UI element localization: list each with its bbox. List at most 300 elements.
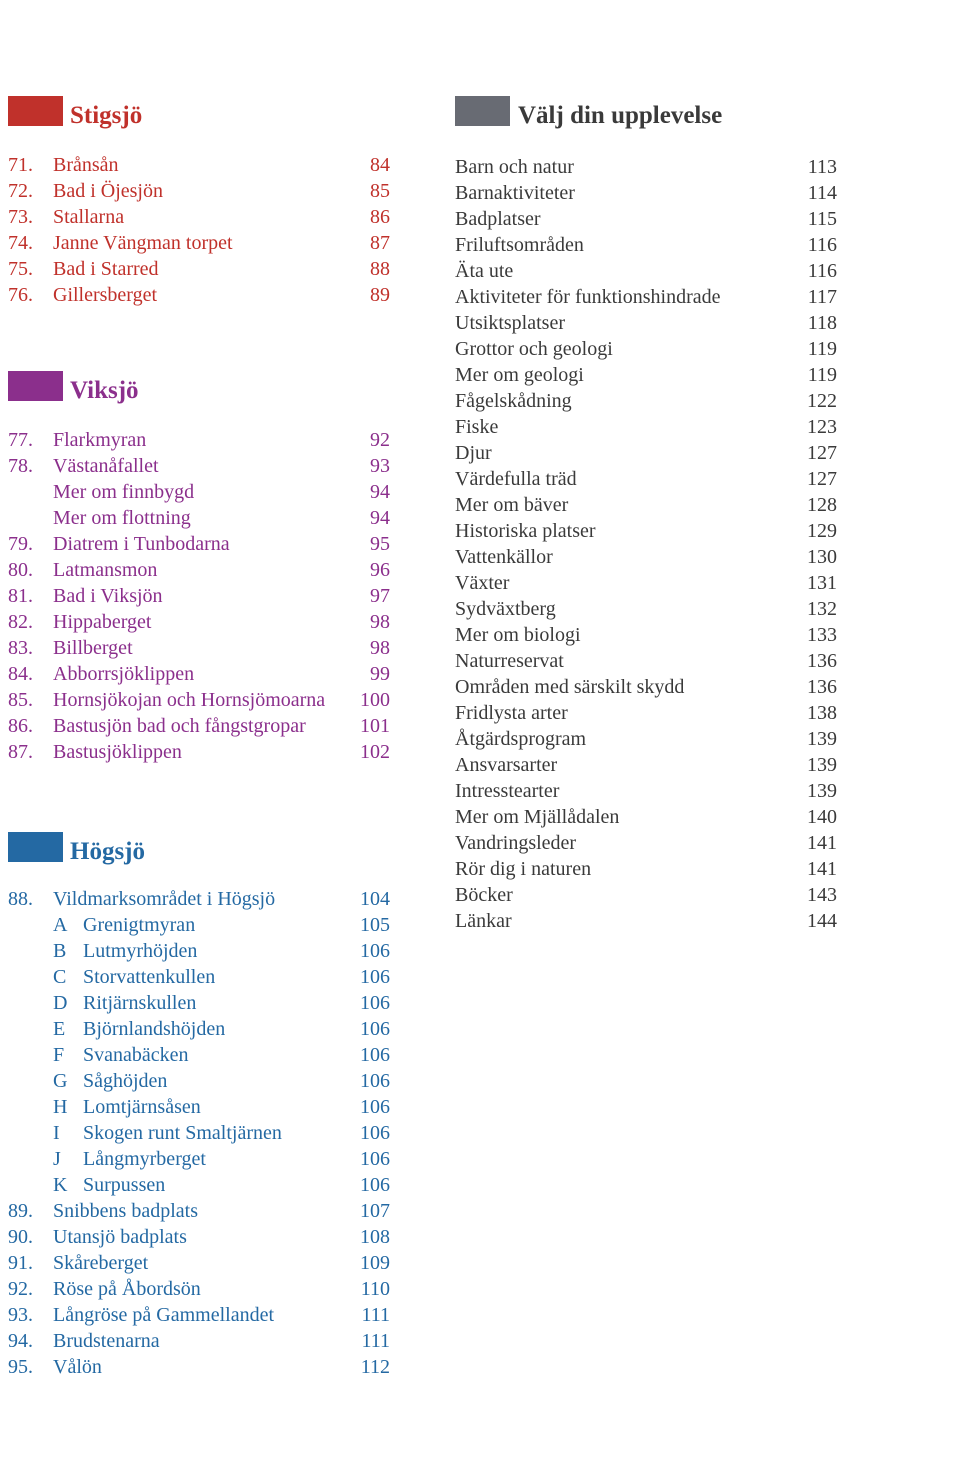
color-swatch	[455, 96, 510, 126]
entry-label	[53, 1302, 274, 1328]
entry-text: Surpussen	[83, 1174, 166, 1196]
entry-label	[53, 479, 194, 505]
entry-number: 89.	[8, 1200, 33, 1222]
entry-page-number: 118	[807, 312, 837, 334]
entry-label	[53, 635, 133, 661]
entry-page-number: 110	[360, 1278, 390, 1300]
entry-text: Bastusjön bad och fångstgropar	[53, 715, 306, 737]
entry-label	[53, 739, 182, 765]
entry-text: Svanabäcken	[83, 1044, 189, 1066]
toc-entry	[8, 256, 390, 282]
entry-page-number: 106	[360, 1070, 390, 1092]
toc-entry	[455, 336, 837, 362]
toc-entry	[8, 1250, 390, 1276]
entry-number: 88.	[8, 888, 33, 910]
entry-page-number: 112	[360, 1356, 390, 1378]
entry-text: Grenigtmyran	[83, 914, 196, 936]
entry-page-number: 108	[360, 1226, 390, 1248]
entry-text: Stallarna	[53, 206, 125, 228]
section-hogsjo	[8, 832, 390, 1386]
entry-page-number: 130	[807, 546, 837, 568]
entry-number: 79.	[8, 533, 33, 555]
toc-entry	[455, 778, 837, 804]
toc-entry	[455, 362, 837, 388]
toc-entry	[8, 1172, 390, 1198]
entry-label	[53, 661, 194, 687]
entry-text: Värdefulla träd	[455, 468, 577, 490]
entry-number: 95.	[8, 1356, 33, 1378]
entry-label	[53, 427, 146, 453]
entry-page-number: 139	[807, 754, 837, 776]
entry-text: Intresstearter	[455, 780, 560, 802]
toc-entry	[455, 206, 837, 232]
toc-entry	[8, 1276, 390, 1302]
entry-label	[53, 256, 159, 282]
entry-page-number: 95	[370, 533, 390, 555]
entry-label	[455, 258, 513, 284]
toc-entry	[455, 492, 837, 518]
entry-list	[455, 154, 837, 934]
toc-entry	[455, 700, 837, 726]
entry-page-number: 96	[370, 559, 390, 581]
entry-label	[53, 1198, 198, 1224]
entry-label	[455, 518, 596, 544]
entry-text: Flarkmyran	[53, 429, 147, 451]
entry-text: Röse på Åbordsön	[53, 1278, 201, 1300]
entry-text: Historiska platser	[455, 520, 596, 542]
entry-text: Fridlysta arter	[455, 702, 568, 724]
entry-text: Naturreservat	[455, 650, 564, 672]
toc-entry	[455, 882, 837, 908]
section-title: Stigsjö	[70, 102, 143, 129]
entry-text: Lutmyrhöjden	[83, 940, 198, 962]
entry-label	[53, 1094, 201, 1120]
entry-number: 86.	[8, 715, 33, 737]
entry-text: Mer om finnbygd	[53, 481, 195, 503]
entry-label	[53, 886, 275, 912]
entry-label	[53, 505, 191, 531]
entry-label	[455, 154, 574, 180]
entry-page-number: 106	[360, 1174, 390, 1196]
toc-entry	[8, 964, 390, 990]
entry-label	[53, 583, 163, 609]
toc-entry	[8, 739, 390, 765]
entry-letter: A	[53, 914, 68, 936]
section-valj-din-upplevelse	[455, 96, 837, 936]
entry-label	[53, 1146, 206, 1172]
toc-entry	[455, 258, 837, 284]
entry-page-number: 119	[807, 364, 837, 386]
toc-entry	[8, 1302, 390, 1328]
entry-page-number: 105	[360, 914, 390, 936]
entry-number: 91.	[8, 1252, 33, 1274]
entry-label	[53, 204, 124, 230]
entry-label	[53, 1016, 225, 1042]
entry-page-number: 136	[807, 676, 837, 698]
entry-label	[455, 778, 559, 804]
entry-page-number: 138	[807, 702, 837, 724]
entry-label	[455, 336, 613, 362]
toc-entry	[455, 180, 837, 206]
entry-page-number: 133	[807, 624, 837, 646]
entry-number: 93.	[8, 1304, 33, 1326]
entry-number: 71.	[8, 154, 33, 176]
entry-page-number: 119	[807, 338, 837, 360]
entry-label	[455, 466, 577, 492]
entry-number: 77.	[8, 429, 33, 451]
entry-label	[455, 726, 586, 752]
entry-page-number: 132	[807, 598, 837, 620]
entry-page-number: 106	[360, 1018, 390, 1040]
entry-label	[53, 609, 152, 635]
toc-entry	[455, 648, 837, 674]
entry-text: Hornsjökojan och Hornsjömoarna	[53, 689, 326, 711]
entry-label	[53, 1250, 148, 1276]
color-swatch	[8, 832, 63, 862]
section-stigsjo	[8, 96, 390, 312]
entry-letter: F	[53, 1044, 65, 1066]
entry-label	[53, 152, 119, 178]
entry-text: Mer om geologi	[455, 364, 584, 386]
entry-page-number: 109	[360, 1252, 390, 1274]
toc-entry	[455, 622, 837, 648]
entry-letter: B	[53, 940, 67, 962]
entry-label	[53, 1172, 165, 1198]
toc-entry	[8, 912, 390, 938]
toc-entry	[455, 726, 837, 752]
entry-page-number: 100	[360, 689, 390, 711]
entry-page-number: 94	[370, 481, 390, 503]
toc-entry	[8, 479, 390, 505]
entry-number: 74.	[8, 232, 33, 254]
entry-text: Hippaberget	[53, 611, 152, 633]
entry-page-number: 116	[807, 260, 837, 282]
entry-page-number: 123	[807, 416, 837, 438]
section-title: Viksjö	[70, 377, 139, 404]
entry-label	[53, 990, 196, 1016]
entry-text: Storvattenkullen	[83, 966, 216, 988]
entry-number: 85.	[8, 689, 33, 711]
entry-label	[455, 492, 568, 518]
toc-entry	[8, 1120, 390, 1146]
entry-label	[455, 414, 498, 440]
color-swatch	[8, 371, 63, 401]
entry-text: Ritjärnskullen	[83, 992, 197, 1014]
entry-text: Lomtjärnsåsen	[83, 1096, 201, 1118]
toc-entry	[455, 674, 837, 700]
entry-page-number: 131	[807, 572, 837, 594]
entry-page-number: 106	[360, 1044, 390, 1066]
entry-label	[53, 713, 306, 739]
toc-entry	[8, 204, 390, 230]
entry-label	[455, 700, 568, 726]
entry-label	[455, 830, 576, 856]
entry-label	[53, 964, 215, 990]
entry-page-number: 97	[370, 585, 390, 607]
entry-text: Vattenkällor	[455, 546, 553, 568]
entry-page-number: 116	[807, 234, 837, 256]
entry-label	[53, 1042, 189, 1068]
entry-text: Äta ute	[455, 260, 514, 282]
entry-number: 81.	[8, 585, 33, 607]
entry-label	[455, 856, 591, 882]
entry-text: Barnaktiviteter	[455, 182, 575, 204]
section-title: Välj din upplevelse	[518, 102, 723, 129]
entry-label	[53, 557, 157, 583]
toc-entry	[8, 505, 390, 531]
entry-text: Områden med särskilt skydd	[455, 676, 685, 698]
entry-label	[53, 1068, 167, 1094]
entry-text: Rör dig i naturen	[455, 858, 592, 880]
toc-entry	[455, 154, 837, 180]
entry-text: Friluftsområden	[455, 234, 584, 256]
entry-label	[53, 453, 159, 479]
entry-page-number: 104	[360, 888, 390, 910]
entry-text: Vandringsleder	[455, 832, 577, 854]
section-header	[8, 371, 390, 431]
entry-label	[53, 1120, 282, 1146]
entry-label	[455, 674, 684, 700]
entry-page-number: 94	[370, 507, 390, 529]
entry-label	[455, 284, 721, 310]
entry-page-number: 106	[360, 966, 390, 988]
entry-text: Bad i Öjesjön	[53, 180, 163, 202]
entry-label	[455, 362, 584, 388]
section-title: Högsjö	[70, 838, 145, 865]
entry-label	[53, 1224, 187, 1250]
entry-label	[53, 1328, 160, 1354]
entry-page-number: 106	[360, 940, 390, 962]
entry-number: 78.	[8, 455, 33, 477]
entry-number: 76.	[8, 284, 33, 306]
entry-page-number: 127	[807, 468, 837, 490]
entry-text: Bastusjöklippen	[53, 741, 182, 763]
section-header	[8, 832, 390, 892]
entry-label	[53, 687, 325, 713]
toc-entry	[8, 1354, 390, 1380]
color-swatch	[8, 96, 63, 126]
entry-page-number: 106	[360, 1148, 390, 1170]
entry-label	[53, 1276, 201, 1302]
entry-text: Växter	[455, 572, 510, 594]
entry-page-number: 136	[807, 650, 837, 672]
entry-text: Latmansmon	[53, 559, 158, 581]
entry-text: Utsiktsplatser	[455, 312, 565, 334]
entry-text: Björnlandshöjden	[83, 1018, 226, 1040]
section-header	[8, 96, 390, 156]
entry-text: Långmyrberget	[83, 1148, 206, 1170]
entry-page-number: 88	[370, 258, 390, 280]
entry-page-number: 89	[370, 284, 390, 306]
toc-entry	[8, 230, 390, 256]
toc-entry	[8, 1146, 390, 1172]
entry-letter: E	[53, 1018, 66, 1040]
toc-entry	[455, 596, 837, 622]
toc-entry	[8, 1198, 390, 1224]
entry-letter: G	[53, 1070, 68, 1092]
entry-label	[53, 1354, 102, 1380]
entry-label	[455, 180, 575, 206]
toc-entry	[455, 804, 837, 830]
entry-text: Billberget	[53, 637, 133, 659]
entry-page-number: 106	[360, 1096, 390, 1118]
entry-label	[455, 206, 541, 232]
entry-page-number: 139	[807, 780, 837, 802]
entry-label	[455, 882, 513, 908]
toc-entry	[455, 830, 837, 856]
toc-entry	[8, 1042, 390, 1068]
entry-page-number: 128	[807, 494, 837, 516]
entry-text: Diatrem i Tunbodarna	[53, 533, 230, 555]
entry-label	[53, 531, 230, 557]
entry-text: Mer om bäver	[455, 494, 569, 516]
entry-letter: C	[53, 966, 67, 988]
entry-label	[455, 310, 565, 336]
entry-page-number: 122	[807, 390, 837, 412]
toc-entry	[8, 178, 390, 204]
entry-text: Vålön	[53, 1356, 102, 1378]
entry-number: 94.	[8, 1330, 33, 1352]
entry-page-number: 113	[807, 156, 837, 178]
entry-number: 82.	[8, 611, 33, 633]
toc-entry	[455, 570, 837, 596]
entry-label	[53, 938, 197, 964]
toc-entry	[8, 1094, 390, 1120]
toc-entry	[8, 152, 390, 178]
toc-entry	[8, 583, 390, 609]
entry-page-number: 84	[370, 154, 390, 176]
entry-letter: D	[53, 992, 68, 1014]
entry-text: Såghöjden	[83, 1070, 168, 1092]
entry-list	[8, 427, 390, 765]
entry-label	[455, 622, 581, 648]
entry-label	[455, 908, 512, 934]
entry-list	[8, 886, 390, 1380]
entry-page-number: 106	[360, 992, 390, 1014]
entry-text: Västanåfallet	[53, 455, 159, 477]
toc-entry	[8, 427, 390, 453]
entry-text: Mer om flottning	[53, 507, 191, 529]
toc-entry	[8, 713, 390, 739]
entry-text: Fågelskådning	[455, 390, 572, 412]
toc-entry	[455, 544, 837, 570]
toc-entry	[8, 531, 390, 557]
entry-page-number: 98	[370, 637, 390, 659]
entry-page-number: 85	[370, 180, 390, 202]
entry-text: Aktiviteter för funktionshindrade	[455, 286, 721, 308]
toc-entry	[455, 466, 837, 492]
entry-page-number: 140	[807, 806, 837, 828]
entry-text: Bad i Viksjön	[53, 585, 163, 607]
entry-text: Sydväxtberg	[455, 598, 556, 620]
entry-text: Badplatser	[455, 208, 541, 230]
entry-list	[8, 152, 390, 308]
entry-page-number: 111	[361, 1304, 390, 1326]
entry-text: Långröse på Gammellandet	[53, 1304, 275, 1326]
entry-text: Grottor och geologi	[455, 338, 613, 360]
entry-number: 92.	[8, 1278, 33, 1300]
entry-text: Utansjö badplats	[53, 1226, 187, 1248]
toc-entry	[455, 310, 837, 336]
entry-label	[455, 440, 492, 466]
toc-entry	[455, 752, 837, 778]
entry-letter: H	[53, 1096, 68, 1118]
toc-entry	[8, 453, 390, 479]
entry-text: Fiske	[455, 416, 499, 438]
toc-entry	[8, 990, 390, 1016]
entry-page-number: 129	[807, 520, 837, 542]
entry-number: 90.	[8, 1226, 33, 1248]
toc-entry	[8, 609, 390, 635]
entry-text: Ansvarsarter	[455, 754, 558, 776]
entry-number: 83.	[8, 637, 33, 659]
entry-number: 87.	[8, 741, 33, 763]
entry-text: Djur	[455, 442, 492, 464]
toc-entry	[8, 282, 390, 308]
entry-label	[53, 178, 163, 204]
toc-entry	[8, 938, 390, 964]
toc-entry	[8, 635, 390, 661]
entry-label	[455, 232, 584, 258]
toc-entry	[8, 1328, 390, 1354]
entry-page-number: 87	[370, 232, 390, 254]
entry-page-number: 141	[807, 858, 837, 880]
entry-label	[455, 804, 619, 830]
entry-text: Abborrsjöklippen	[53, 663, 195, 685]
entry-text: Gillersberget	[53, 284, 158, 306]
entry-text: Skogen runt Smaltjärnen	[83, 1122, 282, 1144]
entry-text: Åtgärdsprogram	[455, 728, 587, 750]
toc-entry	[455, 908, 837, 934]
toc-entry	[8, 1224, 390, 1250]
entry-page-number: 117	[807, 286, 837, 308]
entry-page-number: 86	[370, 206, 390, 228]
entry-text: Skåreberget	[53, 1252, 149, 1274]
entry-page-number: 107	[360, 1200, 390, 1222]
toc-entry	[8, 886, 390, 912]
toc-entry	[455, 856, 837, 882]
entry-page-number: 111	[361, 1330, 390, 1352]
entry-text: Brudstenarna	[53, 1330, 160, 1352]
toc-entry	[8, 687, 390, 713]
toc-entry	[8, 661, 390, 687]
entry-page-number: 102	[360, 741, 390, 763]
entry-text: Mer om biologi	[455, 624, 581, 646]
toc-entry	[455, 518, 837, 544]
section-viksjo	[8, 371, 390, 769]
entry-text: Mer om Mjällådalen	[455, 806, 620, 828]
entry-number: 84.	[8, 663, 33, 685]
entry-text: Janne Vängman torpet	[53, 232, 233, 254]
entry-text: Brånsån	[53, 154, 119, 176]
entry-text: Snibbens badplats	[53, 1200, 198, 1222]
entry-number: 80.	[8, 559, 33, 581]
entry-label	[53, 230, 233, 256]
toc-entry	[455, 232, 837, 258]
entry-number: 73.	[8, 206, 33, 228]
entry-label	[53, 912, 195, 938]
entry-label	[455, 752, 557, 778]
entry-label	[455, 570, 509, 596]
entry-label	[455, 388, 572, 414]
entry-page-number: 139	[807, 728, 837, 750]
toc-entry	[8, 1068, 390, 1094]
toc-entry	[455, 284, 837, 310]
section-header	[455, 96, 837, 156]
toc-entry	[8, 1016, 390, 1042]
entry-letter: J	[53, 1148, 61, 1170]
entry-page-number: 115	[807, 208, 837, 230]
